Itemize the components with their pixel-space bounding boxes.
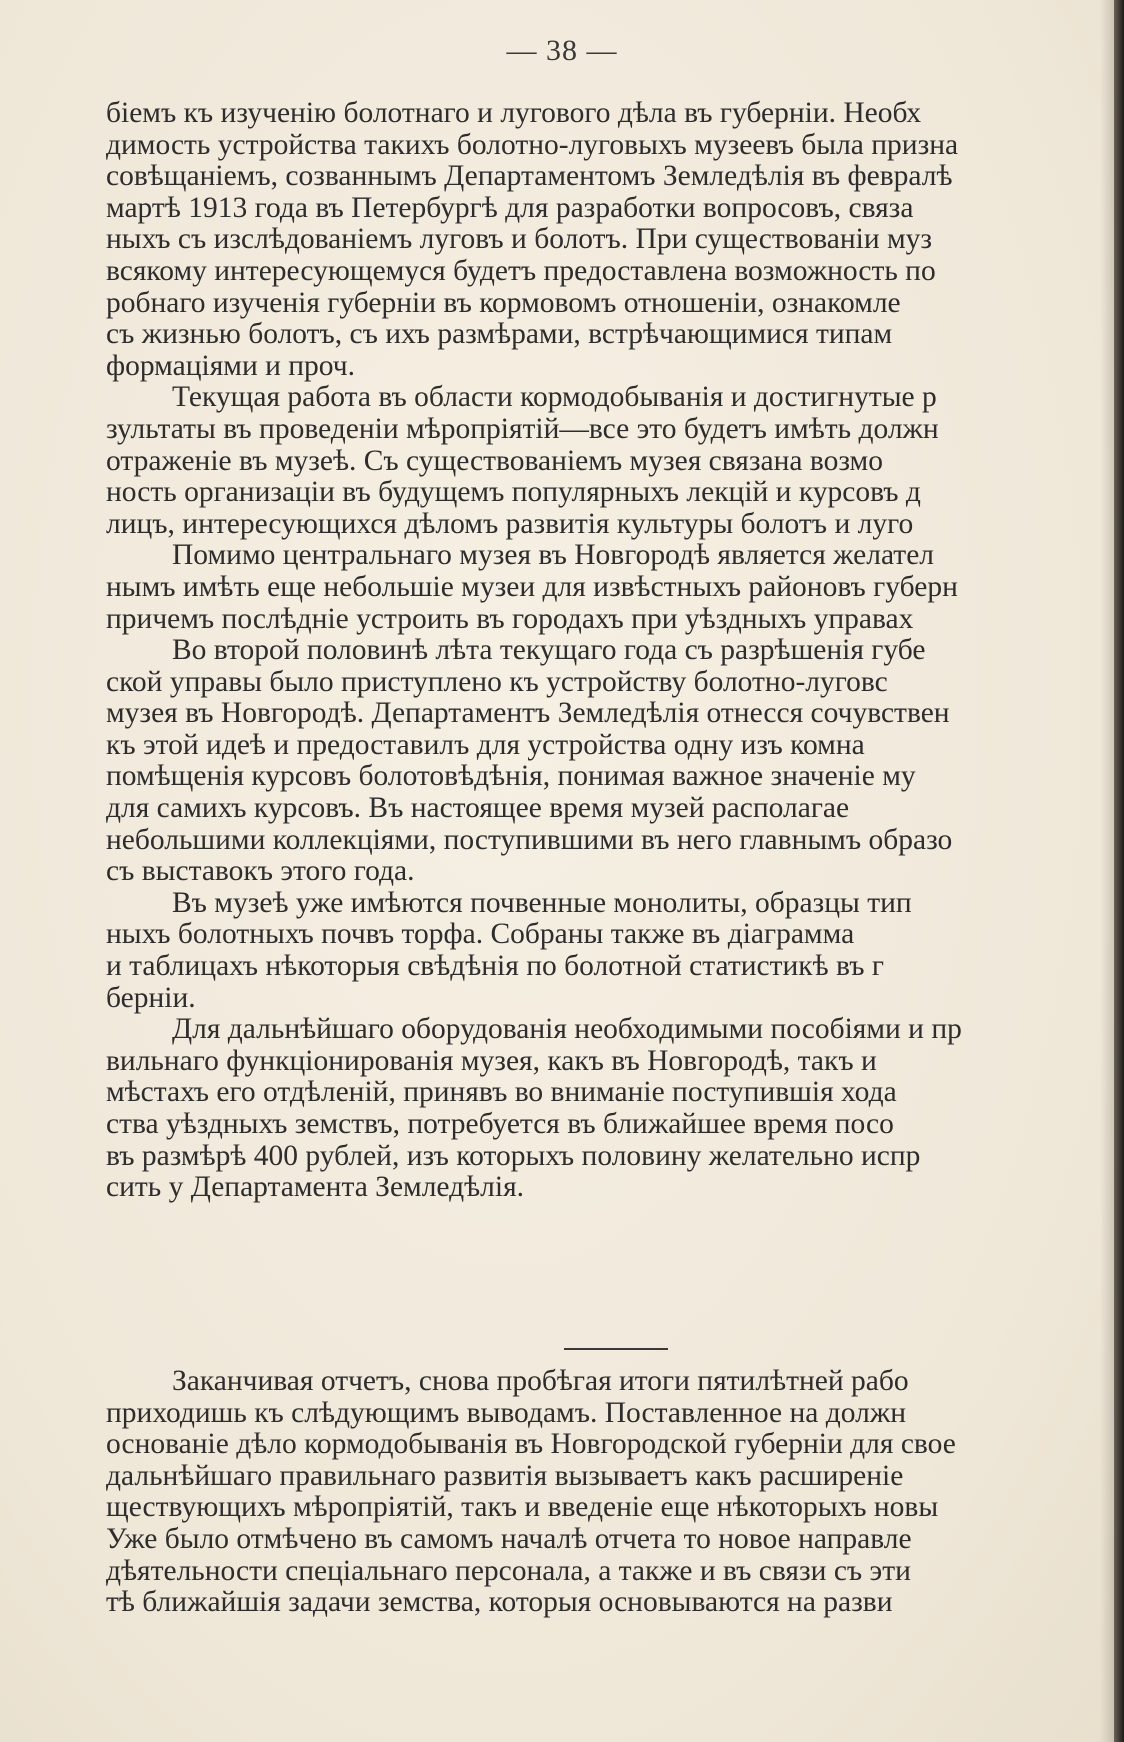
text-line: къ этой идеѣ и предоставилъ для устройства одну изъ комна (106, 728, 865, 761)
text-line: причемъ послѣдніе устроить въ городахъ при уѣздныхъ управах (106, 602, 914, 635)
text-line: зультаты въ проведеніи мѣропріятій—все это будетъ имѣть должн (106, 412, 939, 445)
text-line: отраженіе въ музеѣ. Съ существованіемъ музея связана возмо (106, 444, 883, 477)
text-line: и таблицахъ нѣкоторыя свѣдѣнія по болотной статистикѣ въ г (106, 950, 884, 983)
text-line: Заканчивая отчетъ, снова пробѣгая итоги пятилѣтней рабо (172, 1366, 909, 1397)
section-divider (564, 1348, 668, 1350)
text-line: Помимо центральнаго музея въ Новгородѣ является желател (172, 539, 935, 572)
text-line: ской управы было приступлено къ устройству болотно-луговс (106, 665, 888, 698)
page-number: — 38 — (506, 34, 618, 67)
text-line: берніи. (106, 981, 196, 1014)
text-line: приходишь къ слѣдующимъ выводамъ. Поставленное на должн (106, 1396, 906, 1429)
text-line: всякому интересующемуся будетъ предоставлена возможность по (106, 254, 936, 287)
text-line: вильнаго функціонированія музея, какъ въ Новгородѣ, такъ и (106, 1044, 877, 1077)
text-line: робнаго изученія губерніи въ кормовомъ отношеніи, ознакомле (106, 286, 901, 319)
text-line: ныхъ съ изслѣдованіемъ луговъ и болотъ. При существованіи муз (106, 223, 933, 256)
text-line: ность организаціи въ будущемъ популярныхъ лекцій и курсовъ д (106, 476, 921, 509)
text-line: музея въ Новгородѣ. Департаментъ Земледѣлія отнесся сочувствен (106, 697, 950, 730)
text-line: димость устройства такихъ болотно-луговыхъ музеевъ была призна (106, 128, 959, 161)
text-line: біемъ къ изученію болотнаго и лугового дѣла въ губерніи. Необх (106, 98, 922, 129)
text-line: помѣщенія курсовъ болотовѣдѣнія, понимая важное значеніе му (106, 760, 916, 793)
text-line: Для дальнѣйшаго оборудованія необходимыми пособіями и пр (172, 1013, 962, 1046)
text-line: мартѣ 1913 года въ Петербургѣ для разработки вопросовъ, связа (106, 191, 914, 224)
text-line: Въ музеѣ уже имѣются почвенные монолиты, образцы тип (172, 886, 912, 919)
conclusion-text (106, 1366, 1116, 1619)
text-line: лицъ, интересующихся дѣломъ развитія культуры болотъ и луго (106, 507, 914, 540)
text-line: ществующихъ мѣропріятій, такъ и введеніе еще нѣкоторыхъ новы (106, 1491, 939, 1524)
text-line: дальнѣйшаго правильнаго развитія вызываетъ какъ расширеніе (106, 1459, 904, 1492)
text-line: небольшими коллекціями, поступившими въ него главнымъ образо (106, 823, 953, 856)
text-line: тѣ ближайшія задачи земства, которыя основываются на разви (106, 1586, 893, 1619)
text-line: Текущая работа въ области кормодобыванія и достигнутые р (172, 381, 937, 414)
text-line: для самихъ курсовъ. Въ настоящее время музей располагае (106, 792, 850, 825)
text-line: съ выставокъ этого года. (106, 855, 415, 888)
main-text (106, 98, 1116, 1204)
text-line: Уже было отмѣчено въ самомъ началѣ отчета то новое направле (106, 1522, 912, 1555)
text-line: сить у Департамента Земледѣлія. (106, 1171, 525, 1204)
text-line: основаніе дѣло кормодобыванія въ Новгородской губерніи для свое (106, 1428, 956, 1461)
text-line: ныхъ болотныхъ почвъ торфа. Собраны также въ діаграмма (106, 918, 855, 951)
text-line: формаціями и проч. (106, 349, 356, 382)
text-line: съ жизнью болотъ, съ ихъ размѣрами, встрѣчающимися типам (106, 318, 893, 351)
text-line: совѣщаніемъ, созваннымъ Департаментомъ Земледѣлія въ февралѣ (106, 160, 953, 193)
text-line: въ размѣрѣ 400 рублей, изъ которыхъ половину желательно испр (106, 1139, 921, 1172)
text-line: мѣстахъ его отдѣленій, принявъ во вниманіе поступившія хода (106, 1076, 897, 1109)
text-line: нымъ имѣть еще небольшіе музеи для извѣстныхъ районовъ губерн (106, 570, 958, 603)
text-line: дѣятельности спеціальнаго персонала, а также и въ связи съ эти (106, 1554, 911, 1587)
text-line: ства уѣздныхъ земствъ, потребуется въ ближайшее время посо (106, 1108, 894, 1140)
text-line: Во второй половинѣ лѣта текущаго года съ разрѣшенія губе (172, 634, 926, 667)
